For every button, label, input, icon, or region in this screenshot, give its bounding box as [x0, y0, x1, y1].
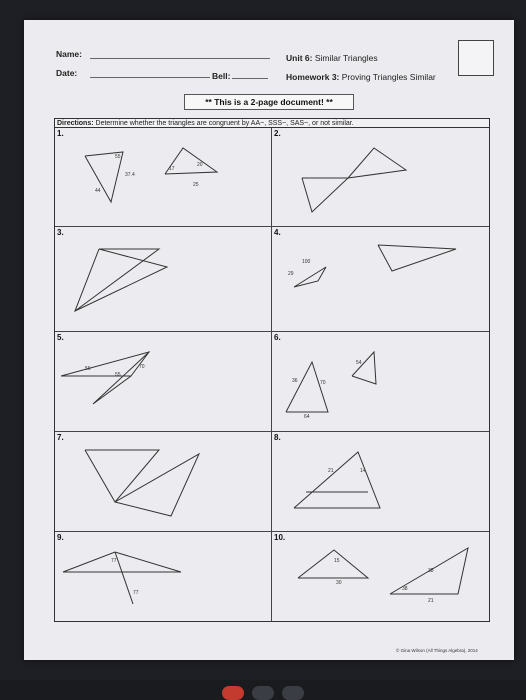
- problem-number: 6.: [274, 333, 281, 342]
- problem-number: 2.: [274, 129, 281, 138]
- angle-label: 77: [133, 590, 139, 596]
- angle-label: 54: [356, 360, 362, 366]
- angle-label: 56: [85, 366, 91, 372]
- directions-text: Determine whether the triangles are congruent by AA~, SSS~, SAS~, or not similar.: [95, 120, 354, 127]
- problem-8: [272, 432, 489, 532]
- figure-10: [272, 532, 489, 621]
- problem-number: 9.: [57, 533, 64, 542]
- side-label: 21: [428, 598, 434, 604]
- date-label: Date:: [56, 68, 78, 78]
- problem-10: [272, 532, 489, 621]
- side-label: 38: [402, 586, 408, 592]
- homework-heading: [286, 72, 436, 82]
- side-label: 20: [197, 162, 203, 168]
- figure-8: [272, 432, 489, 532]
- unit-value: Similar Triangles: [314, 53, 378, 63]
- figure-3: [55, 227, 272, 332]
- figure-9: [55, 532, 272, 621]
- stop-icon[interactable]: [282, 686, 304, 700]
- problem-1: [55, 128, 272, 227]
- problem-number: 8.: [274, 433, 281, 442]
- problem-number: 1.: [57, 129, 64, 138]
- copyright-footer: © Gina Wilson (All Things Algebra), 2014: [396, 648, 478, 653]
- bell-line: [232, 78, 268, 79]
- figure-2: [272, 128, 489, 227]
- side-label: 37.4: [125, 172, 135, 178]
- bell-label: Bell:: [212, 71, 231, 81]
- date-line: [90, 77, 210, 78]
- angle-label: 100: [302, 259, 311, 265]
- homework-label: Homework 3:: [286, 72, 340, 82]
- score-box: [458, 40, 494, 76]
- figure-5: [55, 332, 272, 432]
- worksheet-page: [24, 20, 514, 660]
- problem-number: 3.: [57, 228, 64, 237]
- side-label: 21: [328, 468, 334, 474]
- problem-6: [272, 332, 489, 432]
- two-page-banner: ** This is a 2-page document! **: [184, 94, 354, 110]
- record-icon[interactable]: [222, 686, 244, 700]
- pause-icon[interactable]: [252, 686, 274, 700]
- side-label: 17: [169, 166, 175, 172]
- problem-5: [55, 332, 272, 432]
- directions-label: Directions:: [57, 120, 94, 127]
- homework-value: Proving Triangles Similar: [341, 72, 436, 82]
- figure-6: [272, 332, 489, 432]
- problem-9: [55, 532, 272, 621]
- side-label: 25: [193, 182, 199, 188]
- problem-number: 5.: [57, 333, 64, 342]
- side-label: 15: [334, 558, 340, 564]
- name-label: Name:: [56, 49, 82, 59]
- angle-label: 55: [115, 372, 121, 378]
- angle-label: 55: [115, 154, 121, 160]
- angle-label: 64: [304, 414, 310, 420]
- figure-1: [55, 128, 272, 227]
- angle-label: 44: [95, 188, 101, 194]
- side-label: 30: [336, 580, 342, 586]
- unit-heading: [286, 53, 378, 63]
- problem-3: [55, 227, 272, 332]
- problem-number: 7.: [57, 433, 64, 442]
- problem-2: [272, 128, 489, 227]
- angle-label: 77: [111, 558, 117, 564]
- angle-label: 36: [292, 378, 298, 384]
- problem-grid: [54, 118, 490, 622]
- figure-7: [55, 432, 272, 532]
- side-label: 38: [428, 568, 434, 574]
- side-label: 29: [288, 271, 294, 277]
- angle-label: 70: [320, 380, 326, 386]
- unit-label: Unit 6:: [286, 53, 313, 63]
- problem-number: 4.: [274, 228, 281, 237]
- problem-7: [55, 432, 272, 532]
- side-label: 14: [360, 468, 366, 474]
- name-line: [90, 58, 270, 59]
- figure-4: [272, 227, 489, 332]
- problem-number: 10.: [274, 533, 286, 542]
- angle-label: 70: [139, 364, 145, 370]
- directions: [55, 119, 489, 128]
- problem-4: [272, 227, 489, 332]
